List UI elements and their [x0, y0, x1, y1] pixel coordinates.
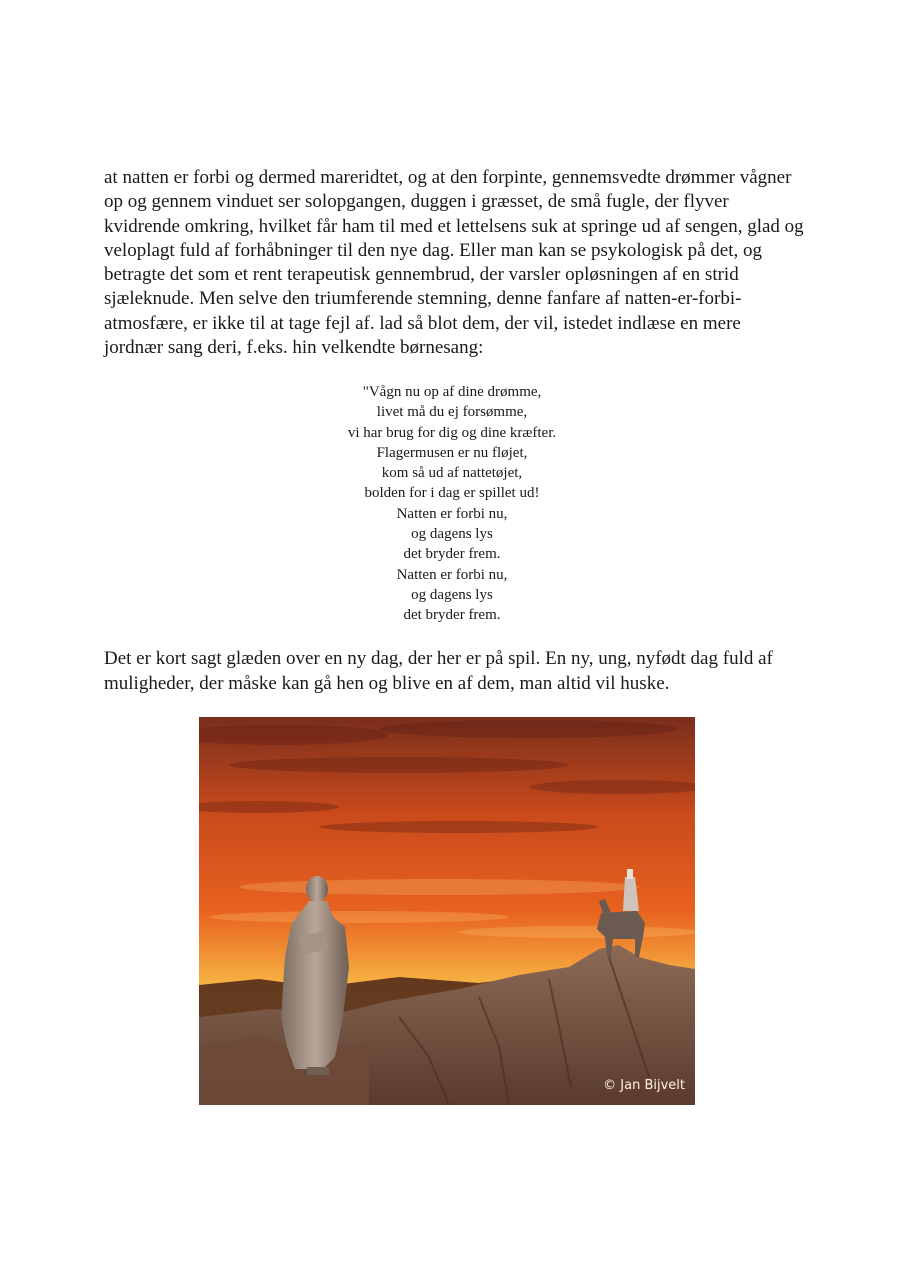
- poem-line: bolden for i dag er spillet ud!: [364, 485, 540, 502]
- poem-line: Flagermusen er nu fløjet,: [376, 444, 528, 461]
- poem-line: det bryder frem.: [403, 546, 501, 563]
- poem-line: livet må du ej forsømme,: [376, 404, 528, 421]
- poem-line: vi har brug for dig og dine kræfter.: [347, 424, 557, 441]
- body-paragraph-top: at natten er forbi og dermed mareridtet, og at den forpinte, gennemsvedte drømmer vågner op og gennem vinduet ser solopgangen, duggen i græsset, de små fugle, der flyver kvidrende omkring, hvilket får ham til med et lettelsens suk at springe ud af sengen, glad og veloplagt fuld af forhåbninger til den nye dag. Eller man kan se psykologisk på det, og betragte det som et rent terapeutisk gennembrud, der varsler opløsningen af en strid sjæleknude. Men selve den triumferende stemning, denne fanfare af natten-er-forbi-atmosfære, er ikke til at tage fejl af. lad så blot dem, der vil, istedet indlæse en mere jordnær sang deri, f.eks. hin velkendte børnesang:: [104, 167, 804, 359]
- body-paragraph-bottom: Det er kort sagt glæden over en ny dag, der her er på spil. En ny, ung, nyfødt dag fuld af muligheder, der måske kan gå hen og blive en af dem, man altid vil huske.: [104, 648, 773, 694]
- sunrise-scene: [199, 717, 695, 1105]
- image-credit: © Jan Bijvelt: [603, 1078, 685, 1093]
- poem-block: [240, 382, 664, 626]
- poem-line: "Vågn nu op af dine drømme,: [362, 384, 542, 400]
- poem-line: kom så ud af nattetøjet,: [381, 465, 523, 482]
- poem-line: og dagens lys: [411, 586, 493, 603]
- poem-line: det bryder frem.: [403, 607, 501, 624]
- sunrise-illustration: [199, 717, 695, 1105]
- poem-line: og dagens lys: [411, 526, 493, 543]
- poem-line: Natten er forbi nu,: [396, 566, 508, 583]
- poem-line: Natten er forbi nu,: [396, 505, 508, 522]
